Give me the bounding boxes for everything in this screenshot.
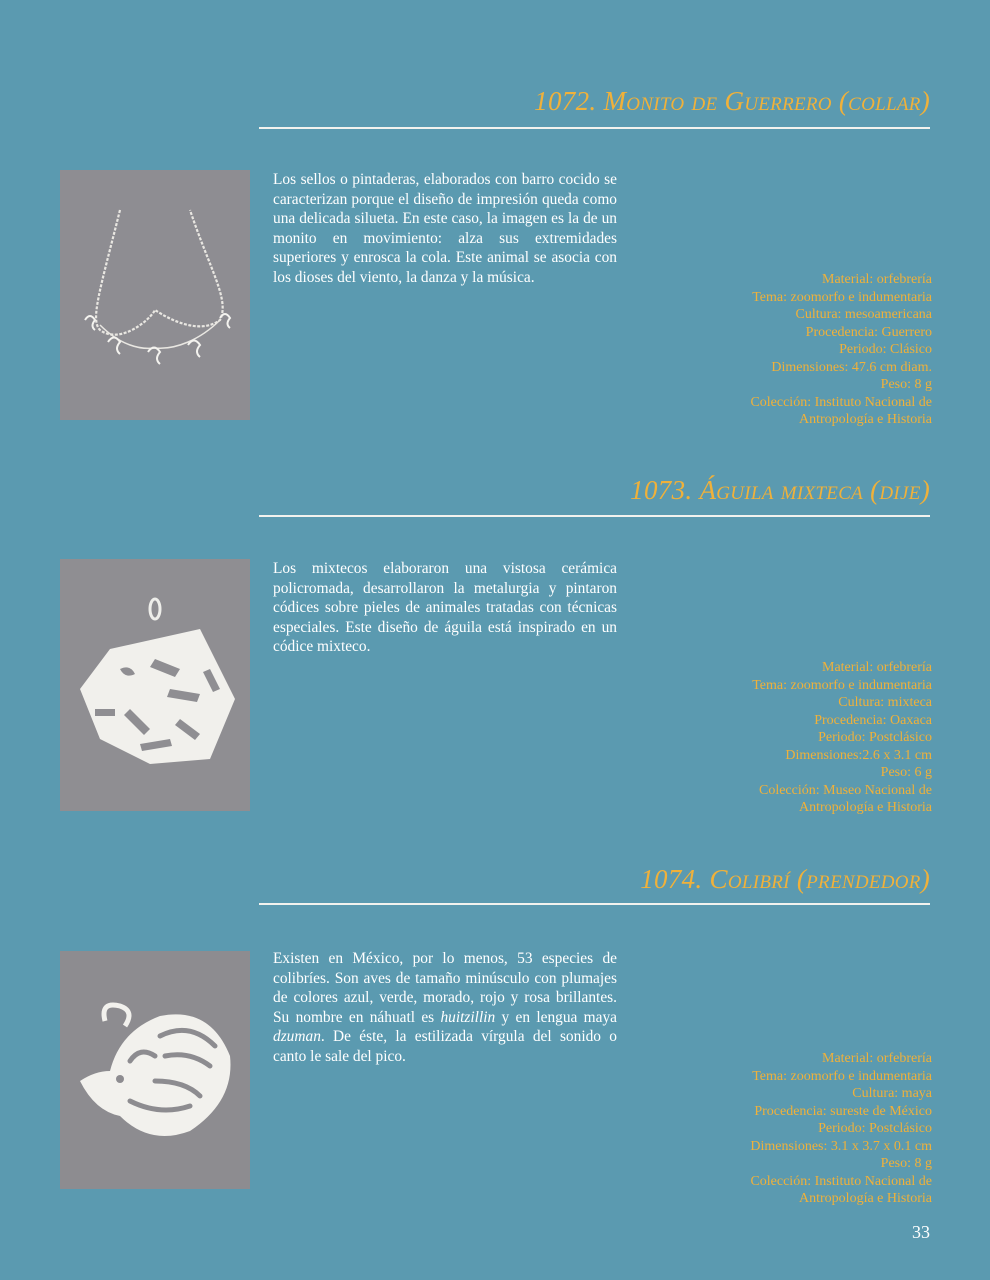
entry-description-1072: [273, 170, 617, 288]
description-text: Los mixtecos elaboraron una vistosa cerámica policromada, desarrollaron la metalurgia y pintaron códices sobre pieles de animales tratadas con técnicas especiales. Este diseño de águila está inspirado en un códice mixteco.: [273, 560, 617, 656]
meta-procedencia: Procedencia: Oaxaca: [814, 712, 932, 728]
meta-material: Material: orfebrería: [822, 272, 932, 287]
description-text: Los sellos o pintaderas, elaborados con barro cocido se caracterizan porque el diseño de impresión queda como una delicada silueta. En este caso, la imagen es la de un monito en movimiento: alza sus extremidades superiores y enrosca la cola. Este animal se asocia con los dioses del viento, la danza y la música.: [273, 171, 617, 286]
meta-coleccion-cont: Antropología e Historia: [799, 800, 932, 815]
hummingbird-brooch-photo: [60, 951, 250, 1189]
entry-description-1074: [273, 949, 617, 1067]
description-part: Existen en México, por lo menos, 53 especies de colibríes. Son aves de tamaño minúsculo con plumajes de colores azul, verde, morado, rojo y rosa brillantes. Su nombre en náhuatl es: [273, 950, 617, 1026]
description-italic-part: dzuman: [273, 1028, 321, 1046]
meta-material: Material: orfebrería: [822, 660, 932, 675]
meta-material: Material: orfebrería: [822, 1051, 932, 1066]
meta-cultura: Cultura: mixteca: [838, 695, 932, 710]
meta-cultura: Cultura: maya: [852, 1086, 932, 1101]
meta-cultura: Cultura: mesoamericana: [795, 307, 932, 322]
page-number: 33: [912, 1222, 930, 1242]
meta-dimensiones: Dimensiones:2.6 x 3.1 cm: [785, 747, 932, 763]
entry-title-1072: 1072. Monito de Guerrero (collar): [534, 86, 930, 116]
meta-dimensiones: Dimensiones: 47.6 cm diam.: [771, 359, 932, 375]
meta-peso: Peso: 8 g: [880, 377, 932, 392]
meta-tema: Tema: zoomorfo e indumentaria: [752, 289, 932, 305]
meta-peso: Peso: 6 g: [880, 765, 932, 780]
meta-dimensiones: Dimensiones: 3.1 x 3.7 x 0.1 cm: [750, 1138, 932, 1154]
monkey-necklace-image: [60, 170, 250, 420]
meta-tema: Tema: zoomorfo e indumentaria: [752, 1068, 932, 1084]
entry-title-1073: 1073. Águila mixteca (dije): [630, 475, 930, 505]
description-part: . De éste, la estilizada vírgula del sonido o canto le sale del pico.: [273, 1028, 617, 1065]
meta-peso: Peso: 8 g: [880, 1156, 932, 1171]
eagle-pendant-photo: [60, 559, 250, 811]
description-text: [273, 949, 617, 1067]
entry-metadata-1072: [612, 271, 932, 429]
meta-periodo: Periodo: Postclásico: [818, 730, 932, 745]
meta-procedencia: Procedencia: Guerrero: [805, 324, 932, 340]
meta-coleccion: Colección: Instituto Nacional de: [750, 394, 932, 410]
title-rule: [259, 903, 930, 905]
meta-coleccion: Colección: Museo Nacional de: [758, 782, 932, 798]
entry-metadata-1074: [612, 1050, 932, 1208]
meta-coleccion: Colección: Instituto Nacional de: [750, 1173, 932, 1189]
meta-coleccion-cont: Antropología e Historia: [799, 1191, 932, 1206]
description-italic-part: huitzillin: [440, 1008, 496, 1026]
entry-title-1074: 1074. Colibrí (prendedor): [640, 864, 930, 894]
meta-periodo: Periodo: Postclásico: [818, 1121, 932, 1136]
meta-procedencia: Procedencia: sureste de México: [754, 1103, 932, 1119]
necklace-photo: [60, 170, 250, 420]
eagle-pendant-image: [60, 559, 250, 811]
meta-coleccion-cont: Antropología e Historia: [799, 412, 932, 427]
description-part: y en lengua maya: [495, 1008, 618, 1026]
entry-description-1073: [273, 559, 617, 657]
hummingbird-brooch-image: [60, 951, 250, 1189]
entry-metadata-1073: [612, 659, 932, 817]
title-rule: [259, 515, 930, 517]
meta-tema: Tema: zoomorfo e indumentaria: [752, 677, 932, 693]
meta-periodo: Periodo: Clásico: [839, 342, 932, 357]
title-rule: [259, 127, 930, 129]
